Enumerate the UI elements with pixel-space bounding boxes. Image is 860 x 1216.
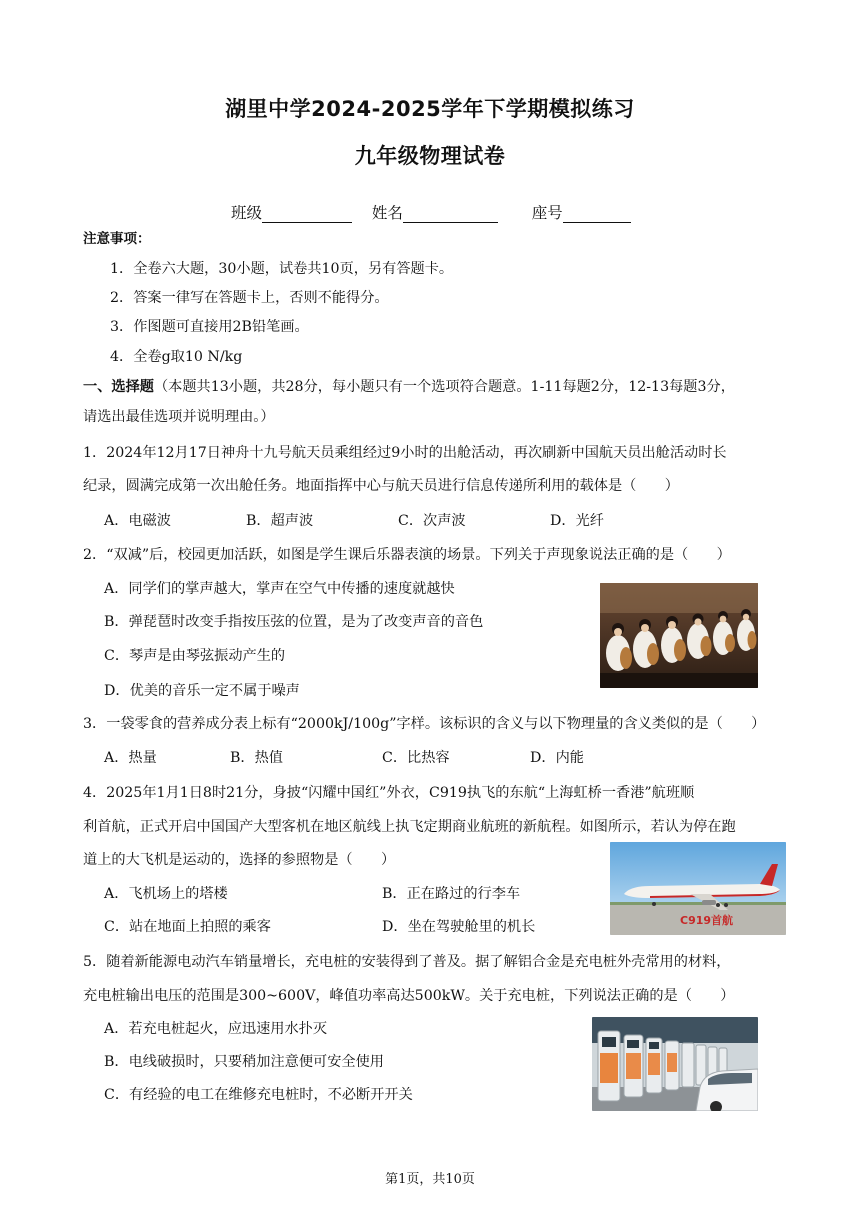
q5-option-c: C．有经验的电工在维修充电桩时，不必断开开关: [104, 1087, 413, 1103]
music-performance-illustration: [600, 583, 758, 688]
q4-option-a: A．飞机场上的塔楼: [104, 886, 228, 902]
q4-stem-line2: 利首航，正式开启中国国产大型客机在地区航线上执飞定期商业航班的新航程。如图所示，若认为停在跑: [83, 819, 736, 835]
q4-stem-line1: 4．2025年1月1日8时21分，身披“闪耀中国红”外衣，C919执飞的东航“上海虹桥一香港”航班顺: [83, 785, 695, 801]
name-blank: [403, 208, 498, 223]
q5-stem-line2: 充电桩输出电压的范围是300~600V，峰值功率高达500kW。关于充电桩，下列说法正确的是（ ）: [83, 988, 735, 1004]
note-item: 1．全卷六大题，30小题，试卷共10页，另有答题卡。: [110, 261, 454, 277]
q2-option-a: A．同学们的掌声越大，掌声在空气中传播的速度就越快: [104, 581, 455, 597]
charging-station-illustration: [592, 1017, 758, 1111]
q1-stem-line2: 纪录，圆满完成第一次出舱任务。地面指挥中心与航天员进行信息传递所利用的载体是（ ）: [83, 478, 679, 494]
q5-option-b: B．电线破损时，只要稍加注意便可安全使用: [104, 1054, 384, 1070]
q3-option-b: B．热值: [230, 750, 283, 766]
q2-option-d: D．优美的音乐一定不属于噪声: [104, 683, 300, 699]
q4-stem-line3: 道上的大飞机是运动的，选择的参照物是（ ）: [83, 852, 396, 868]
section-heading-bold: 一、选择题: [83, 379, 154, 395]
student-info-row: [231, 201, 631, 223]
note-item: 4．全卷g取10 N/kg: [110, 349, 243, 365]
aircraft-illustration: [610, 842, 786, 935]
exam-title: 湖里中学2024-2025学年下学期模拟练习: [225, 97, 635, 121]
class-blank: [262, 208, 352, 223]
section-heading-line2: 请选出最佳选项并说明理由。）: [83, 409, 275, 425]
q4-option-b: B．正在路过的行李车: [382, 886, 521, 902]
q2-option-b: B．弹琵琶时改变手指按压弦的位置，是为了改变声音的音色: [104, 614, 484, 630]
q3-option-c: C．比热容: [382, 750, 450, 766]
q2-stem: 2．“双减”后，校园更加活跃，如图是学生课后乐器表演的场景。下列关于声现象说法正确的是（ ）: [83, 547, 731, 563]
plane-caption: C919首航: [680, 914, 734, 927]
seat-label: 座号: [531, 204, 563, 222]
c919-aircraft-photo: [610, 842, 786, 935]
q1-option-b: B．超声波: [246, 513, 314, 529]
charging-station-photo: [592, 1017, 758, 1111]
note-item: 3．作图题可直接用2B铅笔画。: [110, 319, 309, 335]
q5-option-a: A．若充电桩起火，应迅速用水扑灭: [104, 1021, 328, 1037]
q1-option-d: D．光纤: [550, 513, 604, 529]
q3-option-a: A．热量: [104, 750, 157, 766]
note-item: 2．答案一律写在答题卡上，否则不能得分。: [110, 290, 389, 306]
q1-option-a: A．电磁波: [104, 513, 171, 529]
notes-heading: 注意事项：: [83, 231, 151, 247]
q5-stem-line1: 5．随着新能源电动汽车销量增长，充电桩的安装得到了普及。据了解铝合金是充电桩外壳常用的材料，: [83, 954, 731, 970]
q3-stem: 3．一袋零食的营养成分表上标有“2000kJ/100g”字样。该标识的含义与以下物理量的含义类似的是（ ）: [83, 716, 766, 732]
q3-option-d: D．内能: [530, 750, 584, 766]
section-heading-rest: （本题共13小题，共28分，每小题只有一个选项符合题意。1-11每题2分，12-13每题3分，: [153, 379, 735, 395]
q1-option-c: C．次声波: [398, 513, 466, 529]
name-label: 姓名: [371, 204, 403, 222]
class-label: 班级: [231, 204, 263, 222]
q4-option-c: C．站在地面上拍照的乘客: [104, 919, 271, 935]
music-performance-photo: [600, 583, 758, 688]
q4-option-d: D．坐在驾驶舱里的机长: [382, 919, 536, 935]
page-footer: 第1页，共10页: [385, 1172, 475, 1187]
q1-stem-line1: 1．2024年12月17日神舟十九号航天员乘组经过9小时的出舱活动，再次刷新中国航天员出舱活动时长: [83, 445, 727, 461]
section-heading: [83, 380, 735, 394]
exam-subtitle: 九年级物理试卷: [354, 144, 506, 168]
q2-option-c: C．琴声是由琴弦振动产生的: [104, 648, 286, 664]
seat-blank: [563, 208, 631, 223]
